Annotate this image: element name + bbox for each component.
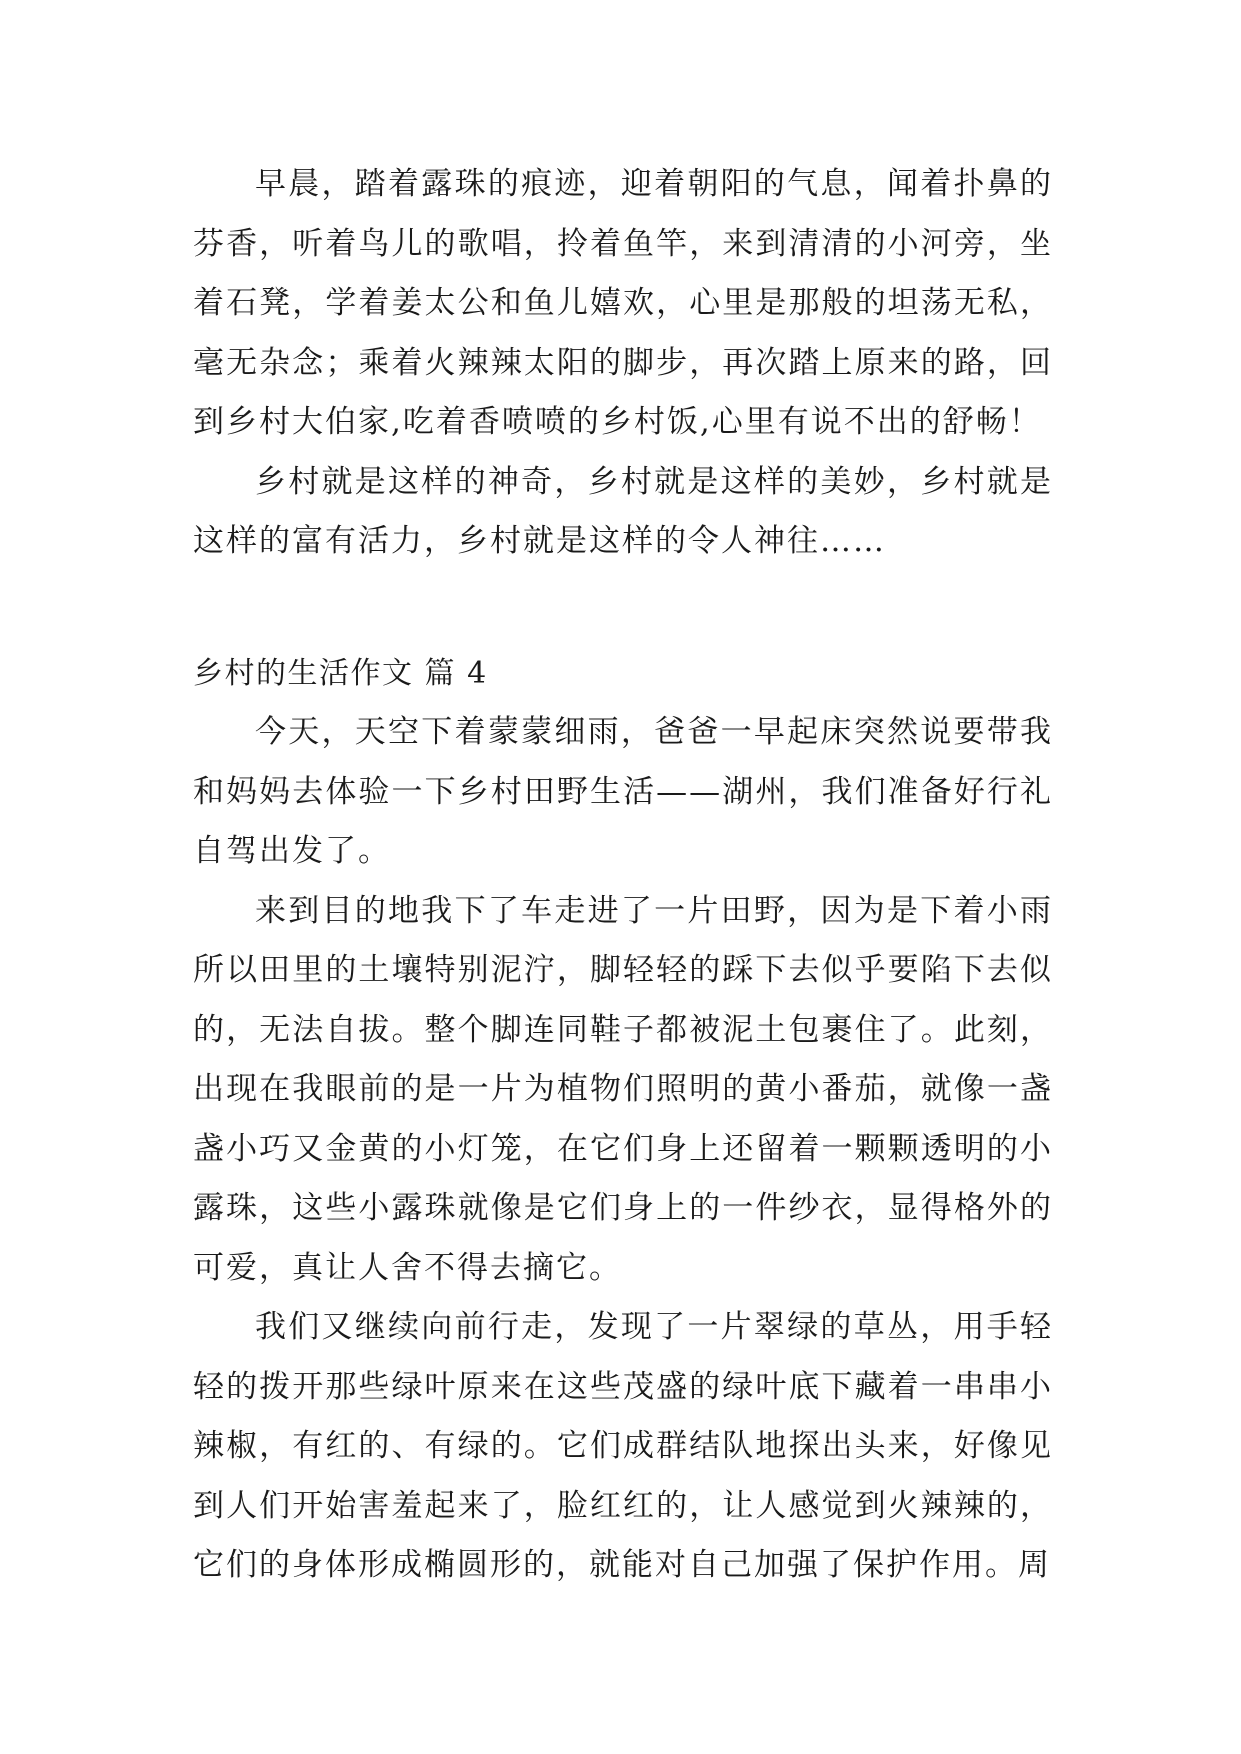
document-body xyxy=(193,155,1053,1596)
paragraph-morning: 早晨，踏着露珠的痕迹，迎着朝阳的气息，闻着扑鼻的芬香，听着鸟儿的歌唱，拎着鱼竿，来到清清的小河旁，坐着石凳，学着姜太公和鱼儿嬉欢，心里是那般的坦荡无私，毫无杂念；乘着火辣辣太阳的脚步，再次踏上原来的路，回到乡村大伯家,吃着香喷喷的乡村饭,心里有说不出的舒畅！ xyxy=(193,166,1053,440)
paragraph-village-summary: 乡村就是这样的神奇，乡村就是这样的美妙，乡村就是这样的富有活力，乡村就是这样的令人神往…… xyxy=(193,463,1053,559)
paragraph-peppers: 我们又继续向前行走，发现了一片翠绿的草丛，用手轻轻的拨开那些绿叶原来在这些茂盛的绿叶底下藏着一串串小辣椒，有红的、有绿的。它们成群结队地探出头来，好像见到人们开始害羞起来了，脸红红的，让人感觉到火辣辣的，它们的身体形成椭圆形的，就能对自己加强了保护作用。周 xyxy=(193,1309,1053,1583)
paragraph-today: 今天，天空下着蒙蒙细雨，爸爸一早起床突然说要带我和妈妈去体验一下乡村田野生活——湖州，我们准备好行礼自驾出发了。 xyxy=(193,714,1053,869)
paragraph-arrival: 来到目的地我下了车走进了一片田野，因为是下着小雨所以田里的土壤特别泥泞，脚轻轻的踩下去似乎要陷下去似的，无法自拔。整个脚连同鞋子都被泥土包裹住了。此刻，出现在我眼前的是一片为植物们照明的黄小番茄，就像一盏盏小巧又金黄的小灯笼，在它们身上还留着一颗颗透明的小露珠，这些小露珠就像是它们身上的一件纱衣，显得格外的可爱，真让人舍不得去摘它。 xyxy=(193,892,1053,1286)
section-heading: 乡村的生活作文 篇 4 xyxy=(193,655,488,691)
